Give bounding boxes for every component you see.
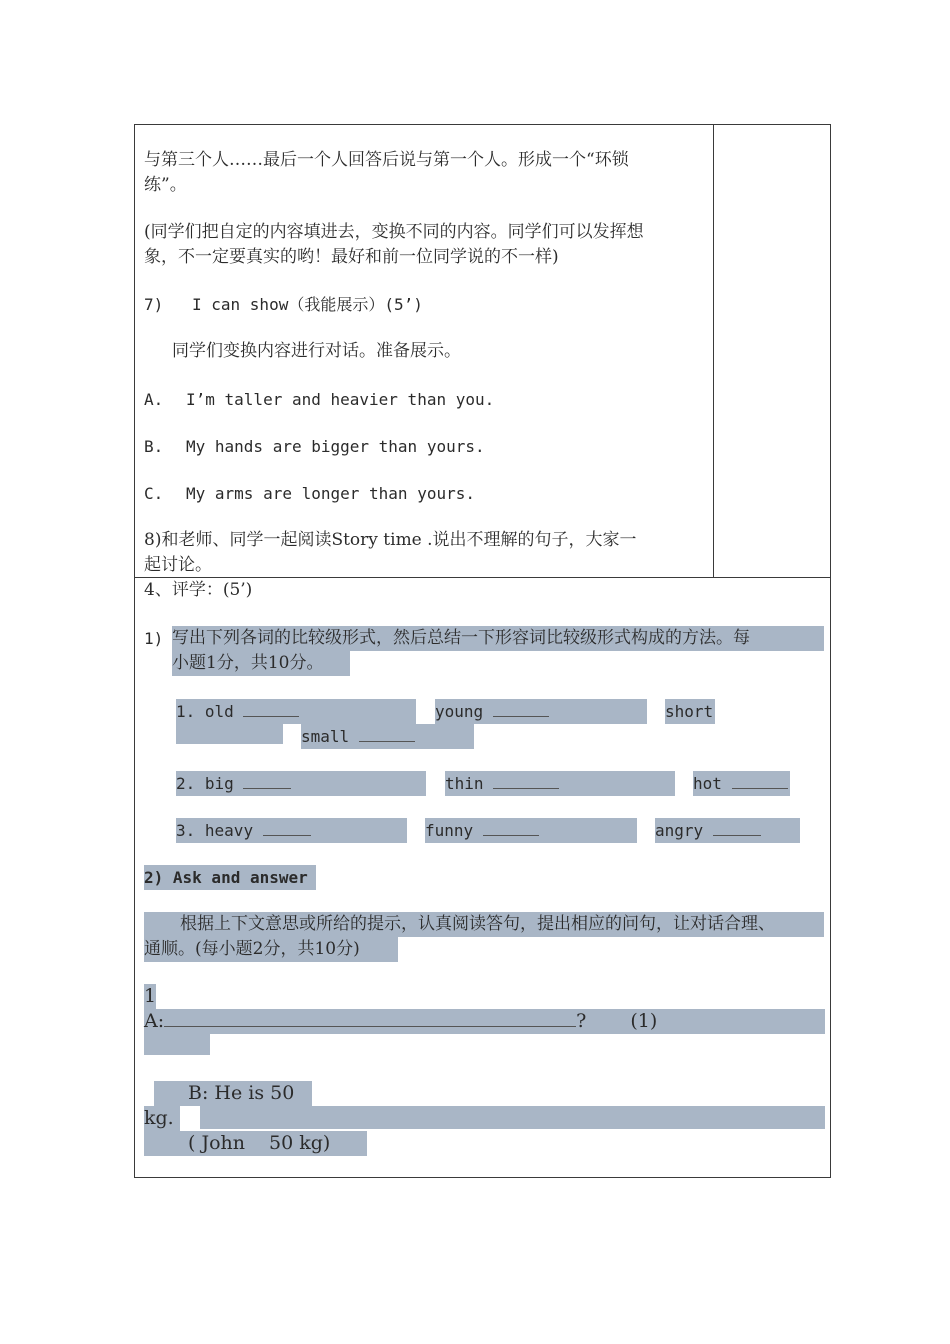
row1-word-young: young [435, 702, 484, 721]
table-column-divider [713, 124, 714, 578]
dialogue1-b-line: B: He is 50 [154, 1081, 312, 1106]
row2-number: 2. [176, 774, 196, 793]
dialogue1-answer-blank[interactable] [200, 1106, 825, 1129]
table-border-right [830, 124, 831, 1178]
q2-description-line2: 通顺。(每小题2分，共10分) [144, 937, 398, 962]
item8-line2: 起讨论。 [144, 555, 212, 575]
para2-line2: 象，不一定要真实的哟！最好和前一位同学说的不一样) [144, 247, 559, 267]
answer-blank[interactable] [263, 819, 311, 836]
q2-heading: 2) Ask and answer [144, 865, 316, 890]
answer-blank[interactable] [713, 819, 761, 836]
row2-item-thin [445, 771, 675, 796]
dialogue1-hint-name: ( John [188, 1132, 245, 1154]
answer-blank[interactable] [732, 772, 788, 789]
answer-blank[interactable] [493, 772, 559, 789]
dialogue1-point: (1) [630, 1010, 658, 1032]
row1-item [176, 699, 416, 724]
dialogue1-number: 1 [144, 985, 157, 1007]
table-border-bottom [134, 1177, 831, 1178]
row3-word-angry: angry [655, 821, 704, 840]
row1-item-small [301, 724, 474, 749]
answer-blank[interactable] [493, 700, 549, 717]
example-b-text: My hands are bigger than yours. [186, 437, 485, 456]
answer-blank[interactable] [176, 724, 283, 744]
row1-word-small: small [301, 727, 350, 746]
example-c-text: My arms are longer than yours. [186, 484, 475, 503]
row3-item-angry [655, 818, 800, 843]
row2-word-big: big [204, 774, 234, 793]
item7-number: 7) [144, 295, 164, 314]
para1-line1: 与第三个人……最后一个人回答后说与第一个人。形成一个“环锁 [144, 150, 629, 170]
answer-blank[interactable] [243, 772, 291, 789]
answer-blank[interactable] [359, 725, 415, 742]
row3-word-heavy: heavy [204, 821, 254, 840]
dialogue1-a-line [144, 1009, 825, 1034]
item7-description: 同学们变换内容进行对话。准备展示。 [172, 341, 461, 361]
example-b-label: B. [144, 437, 164, 456]
row2-word-hot: hot [693, 774, 722, 793]
para2-line1: (同学们把自定的内容填进去，变换不同的内容。同学们可以发挥想 [144, 222, 644, 242]
row1-word-old: old [204, 702, 234, 721]
dialogue1-b-kg: kg. [144, 1106, 180, 1131]
dialogue1-hint-weight: 50 kg) [268, 1132, 331, 1154]
row3-item-heavy [176, 818, 407, 843]
row1-item-young [435, 699, 647, 724]
section4-title: 4、评学：(5’) [144, 580, 253, 600]
dialogue1-question-mark: ? [576, 1010, 587, 1032]
row3-number: 3. [176, 821, 196, 840]
q1-instruction-line2: 小题1分，共10分。 [172, 651, 350, 676]
example-a-text: I’m taller and heavier than you. [186, 390, 495, 409]
row2-item-big [176, 771, 426, 796]
q1-number: 1) [144, 629, 164, 648]
dialogue1-a-continuation [144, 1034, 210, 1055]
row3-word-funny: funny [425, 821, 474, 840]
q1-instruction-line1: 写出下列各词的比较级形式，然后总结一下形容词比较级形式构成的方法。每 [172, 626, 824, 651]
dialogue1-a-label: A: [144, 1010, 165, 1032]
row2-word-thin: thin [445, 774, 484, 793]
q2-description-line1: 根据上下文意思或所给的提示，认真阅读答句，提出相应的问句，让对话合理、 [144, 912, 824, 937]
table-border-top [134, 124, 831, 125]
row1-word-short: short [665, 699, 715, 724]
dialogue1-hint [144, 1131, 367, 1156]
item8-line1: 8)和老师、同学一起阅读Story time .说出不理解的句子，大家一 [144, 530, 637, 550]
row3-item-funny [425, 818, 637, 843]
row1-number: 1. [176, 702, 196, 721]
example-c-label: C. [144, 484, 164, 503]
question-answer-blank[interactable] [164, 1010, 576, 1027]
answer-blank[interactable] [243, 700, 299, 717]
item7-title: I can show（我能展示）(5’) [192, 295, 423, 314]
example-a-label: A. [144, 390, 164, 409]
para1-line2: 练”。 [144, 175, 187, 195]
row2-item-hot [693, 771, 790, 796]
answer-blank[interactable] [483, 819, 539, 836]
table-border-left [134, 124, 135, 1178]
